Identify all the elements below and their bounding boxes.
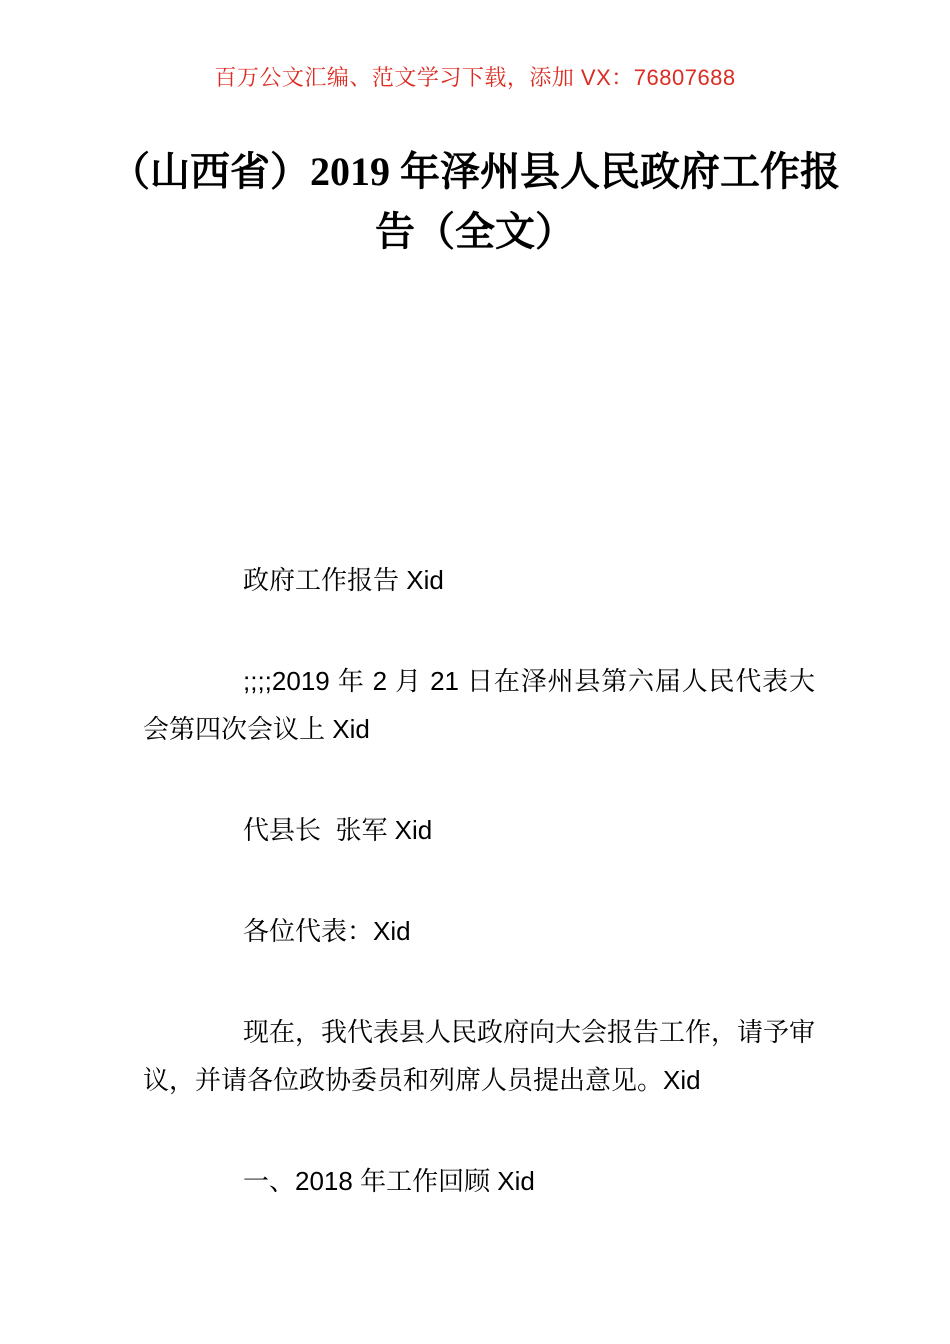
document-title (90, 142, 860, 262)
report-subtitle: 政府工作报告 Xid (243, 565, 444, 595)
section-1-heading: 一、2018 年工作回顾 Xid (243, 1166, 535, 1196)
acting-mayor-line: 代县长 张军 Xid (243, 815, 433, 845)
opening-paragraph: 现在，我代表县人民政府向大会报告工作，请予审议，并请各位政协委员和列席人员提出意见。Xid (143, 1017, 816, 1095)
document-body (143, 556, 815, 1205)
document-title-line-1: （山西省）2019 年泽州县人民政府工作报 (110, 149, 840, 194)
document-title-line-2: 告（全文） (375, 209, 575, 254)
meeting-date-line: ;;;;2019 年 2 月 21 日在泽州县第六届人民代表大会第四次会议上 Xid (143, 666, 815, 744)
salutation-line: 各位代表：Xid (243, 916, 411, 946)
promo-banner: 百万公文汇编、范文学习下载，添加 VX：76807688 (214, 65, 736, 90)
